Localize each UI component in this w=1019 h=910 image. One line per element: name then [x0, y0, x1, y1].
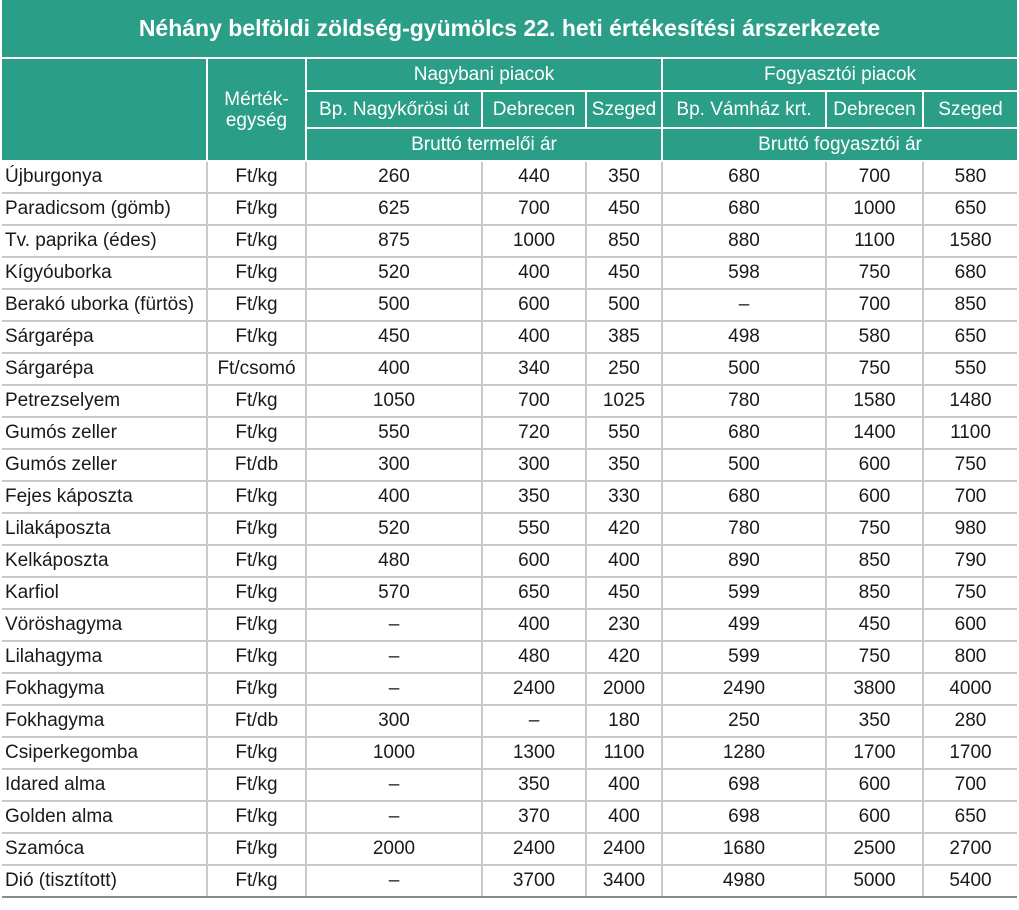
product-name-cell: Kígyóuborka [2, 257, 207, 289]
price-cell: 600 [826, 769, 923, 801]
product-name-cell: Sárgarépa [2, 321, 207, 353]
price-cell: 700 [923, 481, 1017, 513]
price-cell: 750 [923, 577, 1017, 609]
price-cell: 680 [662, 161, 826, 193]
product-name-cell: Sárgarépa [2, 353, 207, 385]
unit-cell: Ft/kg [207, 257, 306, 289]
price-cell: 230 [586, 609, 662, 641]
price-cell: 880 [662, 225, 826, 257]
price-cell: 790 [923, 545, 1017, 577]
price-cell: 600 [923, 609, 1017, 641]
price-cell: 800 [923, 641, 1017, 673]
table-row [2, 801, 1017, 833]
price-cell: – [662, 289, 826, 321]
price-cell: 1100 [586, 737, 662, 769]
price-cell: 2500 [826, 833, 923, 865]
price-cell: 580 [923, 161, 1017, 193]
col-header: Szeged [923, 91, 1017, 128]
price-cell: 550 [482, 513, 586, 545]
price-cell: 700 [826, 161, 923, 193]
price-cell: – [306, 673, 482, 705]
price-cell: 450 [586, 257, 662, 289]
price-cell: 1000 [826, 193, 923, 225]
price-cell: 350 [586, 449, 662, 481]
table-row [2, 673, 1017, 705]
price-cell: 350 [586, 161, 662, 193]
price-cell: 450 [306, 321, 482, 353]
price-cell: 698 [662, 801, 826, 833]
price-cell: 2000 [586, 673, 662, 705]
unit-cell: Ft/kg [207, 673, 306, 705]
table-row [2, 545, 1017, 577]
price-cell: 260 [306, 161, 482, 193]
price-cell: 385 [586, 321, 662, 353]
table-title: Néhány belföldi zöldség-gyümölcs 22. heti értékesítési árszerkezete [2, 0, 1017, 58]
price-cell: 350 [482, 769, 586, 801]
table-body [2, 161, 1017, 897]
price-cell: 599 [662, 577, 826, 609]
price-cell: 850 [826, 545, 923, 577]
price-cell: 650 [482, 577, 586, 609]
price-cell: 980 [923, 513, 1017, 545]
product-name-cell: Fokhagyma [2, 673, 207, 705]
table-row [2, 513, 1017, 545]
unit-cell: Ft/kg [207, 161, 306, 193]
price-cell: 420 [586, 641, 662, 673]
col-header: Debrecen [482, 91, 586, 128]
unit-cell: Ft/kg [207, 225, 306, 257]
price-cell: 1000 [306, 737, 482, 769]
unit-header: Mérték- egység [207, 58, 306, 161]
product-name-cell: Tv. paprika (édes) [2, 225, 207, 257]
table-row [2, 257, 1017, 289]
price-cell: 2400 [482, 833, 586, 865]
unit-cell: Ft/kg [207, 193, 306, 225]
table-row [2, 737, 1017, 769]
unit-cell: Ft/kg [207, 833, 306, 865]
price-cell: 400 [586, 801, 662, 833]
col-header: Szeged [586, 91, 662, 128]
price-cell: 570 [306, 577, 482, 609]
price-cell: 650 [923, 321, 1017, 353]
price-cell: 625 [306, 193, 482, 225]
product-name-cell: Gumós zeller [2, 417, 207, 449]
price-cell: 1300 [482, 737, 586, 769]
price-cell: 400 [586, 545, 662, 577]
price-cell: 680 [662, 481, 826, 513]
table-row [2, 481, 1017, 513]
price-cell: 700 [482, 385, 586, 417]
price-cell: 750 [826, 353, 923, 385]
price-cell: 850 [826, 577, 923, 609]
unit-cell: Ft/csomó [207, 353, 306, 385]
price-cell: 850 [586, 225, 662, 257]
price-cell: 680 [662, 417, 826, 449]
product-name-cell: Paradicsom (gömb) [2, 193, 207, 225]
price-cell: 400 [586, 769, 662, 801]
price-cell: 500 [306, 289, 482, 321]
price-cell: 3700 [482, 865, 586, 897]
price-cell: 750 [826, 641, 923, 673]
price-cell: – [306, 769, 482, 801]
price-cell: 1580 [826, 385, 923, 417]
price-cell: 370 [482, 801, 586, 833]
price-cell: 5000 [826, 865, 923, 897]
price-cell: 520 [306, 257, 482, 289]
table-row [2, 449, 1017, 481]
price-cell: 450 [586, 577, 662, 609]
price-cell: 1025 [586, 385, 662, 417]
product-name-cell: Vöröshagyma [2, 609, 207, 641]
table-row [2, 705, 1017, 737]
table-row [2, 833, 1017, 865]
consumer-group-header: Fogyasztói piacok [662, 58, 1017, 91]
price-cell: 550 [586, 417, 662, 449]
table-row [2, 641, 1017, 673]
unit-cell: Ft/kg [207, 513, 306, 545]
price-cell: 600 [826, 481, 923, 513]
price-cell: 875 [306, 225, 482, 257]
price-cell: 1100 [923, 417, 1017, 449]
price-cell: 3400 [586, 865, 662, 897]
product-name-cell: Lilakáposzta [2, 513, 207, 545]
price-cell: 780 [662, 513, 826, 545]
price-cell: 300 [306, 705, 482, 737]
product-name-cell: Karfiol [2, 577, 207, 609]
price-cell: 1050 [306, 385, 482, 417]
price-cell: 680 [662, 193, 826, 225]
price-cell: 750 [826, 513, 923, 545]
price-cell: 180 [586, 705, 662, 737]
price-cell: 650 [923, 193, 1017, 225]
price-cell: 480 [306, 545, 482, 577]
price-cell: 2490 [662, 673, 826, 705]
table-row [2, 385, 1017, 417]
price-cell: 1100 [826, 225, 923, 257]
price-cell: 650 [923, 801, 1017, 833]
table-row [2, 289, 1017, 321]
col-header: Bp. Vámház krt. [662, 91, 826, 128]
price-cell: 550 [923, 353, 1017, 385]
price-cell: 5400 [923, 865, 1017, 897]
price-cell: 600 [482, 289, 586, 321]
price-cell: 420 [586, 513, 662, 545]
product-name-cell: Újburgonya [2, 161, 207, 193]
price-cell: 350 [826, 705, 923, 737]
table-row [2, 769, 1017, 801]
price-cell: 340 [482, 353, 586, 385]
price-cell: 550 [306, 417, 482, 449]
unit-cell: Ft/db [207, 449, 306, 481]
price-cell: 700 [482, 193, 586, 225]
table-row [2, 417, 1017, 449]
price-cell: 300 [482, 449, 586, 481]
price-cell: 1000 [482, 225, 586, 257]
unit-cell: Ft/kg [207, 321, 306, 353]
price-cell: 720 [482, 417, 586, 449]
price-cell: – [482, 705, 586, 737]
price-cell: 600 [826, 801, 923, 833]
price-cell: 300 [306, 449, 482, 481]
product-name-cell: Gumós zeller [2, 449, 207, 481]
price-cell: 580 [826, 321, 923, 353]
unit-cell: Ft/kg [207, 641, 306, 673]
price-cell: 1680 [662, 833, 826, 865]
product-name-cell: Fokhagyma [2, 705, 207, 737]
unit-cell: Ft/kg [207, 801, 306, 833]
col-header: Bp. Nagykőrösi út [306, 91, 482, 128]
price-cell: 780 [662, 385, 826, 417]
product-name-cell: Szamóca [2, 833, 207, 865]
unit-cell: Ft/kg [207, 481, 306, 513]
unit-cell: Ft/kg [207, 609, 306, 641]
price-cell: 600 [482, 545, 586, 577]
price-cell: 1280 [662, 737, 826, 769]
price-cell: 1700 [923, 737, 1017, 769]
unit-cell: Ft/kg [207, 289, 306, 321]
price-cell: 450 [586, 193, 662, 225]
price-cell: 680 [923, 257, 1017, 289]
price-cell: 450 [826, 609, 923, 641]
price-cell: 1700 [826, 737, 923, 769]
price-cell: 890 [662, 545, 826, 577]
price-cell: 750 [826, 257, 923, 289]
table-row [2, 321, 1017, 353]
unit-cell: Ft/kg [207, 865, 306, 897]
price-cell: 599 [662, 641, 826, 673]
unit-cell: Ft/kg [207, 737, 306, 769]
price-cell: 400 [482, 257, 586, 289]
table-row [2, 193, 1017, 225]
table-row [2, 353, 1017, 385]
price-cell: 350 [482, 481, 586, 513]
price-cell: 850 [923, 289, 1017, 321]
product-name-cell: Dió (tisztított) [2, 865, 207, 897]
price-cell: 2400 [482, 673, 586, 705]
product-name-cell: Berakó uborka (fürtös) [2, 289, 207, 321]
col-header: Debrecen [826, 91, 923, 128]
table-row [2, 225, 1017, 257]
table-row [2, 609, 1017, 641]
price-cell: 400 [482, 609, 586, 641]
price-cell: 600 [826, 449, 923, 481]
table-row [2, 161, 1017, 193]
table-row [2, 577, 1017, 609]
price-cell: 280 [923, 705, 1017, 737]
unit-cell: Ft/db [207, 705, 306, 737]
price-cell: 700 [826, 289, 923, 321]
price-cell: – [306, 865, 482, 897]
product-name-cell: Lilahagyma [2, 641, 207, 673]
price-cell: – [306, 609, 482, 641]
price-cell: 750 [923, 449, 1017, 481]
price-cell: 400 [306, 353, 482, 385]
consumer-price-subheader: Bruttó fogyasztói ár [662, 128, 1017, 161]
price-cell: 440 [482, 161, 586, 193]
price-cell: 500 [662, 449, 826, 481]
price-cell: 330 [586, 481, 662, 513]
price-cell: 480 [482, 641, 586, 673]
price-cell: 1400 [826, 417, 923, 449]
price-cell: 250 [586, 353, 662, 385]
price-table-container [2, 0, 1017, 898]
product-name-cell: Golden alma [2, 801, 207, 833]
unit-cell: Ft/kg [207, 385, 306, 417]
price-cell: 2000 [306, 833, 482, 865]
price-cell: 598 [662, 257, 826, 289]
price-cell: 250 [662, 705, 826, 737]
price-cell: 1480 [923, 385, 1017, 417]
price-cell: 500 [662, 353, 826, 385]
producer-price-subheader: Bruttó termelői ár [306, 128, 662, 161]
price-cell: 4980 [662, 865, 826, 897]
unit-cell: Ft/kg [207, 417, 306, 449]
product-name-cell: Fejes káposzta [2, 481, 207, 513]
product-name-cell: Idared alma [2, 769, 207, 801]
wholesale-group-header: Nagybani piacok [306, 58, 662, 91]
product-name-cell: Petrezselyem [2, 385, 207, 417]
price-cell: 499 [662, 609, 826, 641]
price-table [2, 0, 1017, 898]
price-cell: 400 [306, 481, 482, 513]
price-cell: 700 [923, 769, 1017, 801]
price-cell: 520 [306, 513, 482, 545]
price-cell: 698 [662, 769, 826, 801]
price-cell: 3800 [826, 673, 923, 705]
unit-cell: Ft/kg [207, 545, 306, 577]
price-cell: 1580 [923, 225, 1017, 257]
unit-cell: Ft/kg [207, 577, 306, 609]
product-name-cell: Csiperkegomba [2, 737, 207, 769]
product-name-cell: Kelkáposzta [2, 545, 207, 577]
price-cell: – [306, 641, 482, 673]
price-cell: – [306, 801, 482, 833]
price-cell: 2400 [586, 833, 662, 865]
price-cell: 400 [482, 321, 586, 353]
price-cell: 498 [662, 321, 826, 353]
price-cell: 500 [586, 289, 662, 321]
table-row [2, 865, 1017, 897]
product-header-empty [2, 58, 207, 161]
price-cell: 4000 [923, 673, 1017, 705]
price-cell: 2700 [923, 833, 1017, 865]
unit-cell: Ft/kg [207, 769, 306, 801]
